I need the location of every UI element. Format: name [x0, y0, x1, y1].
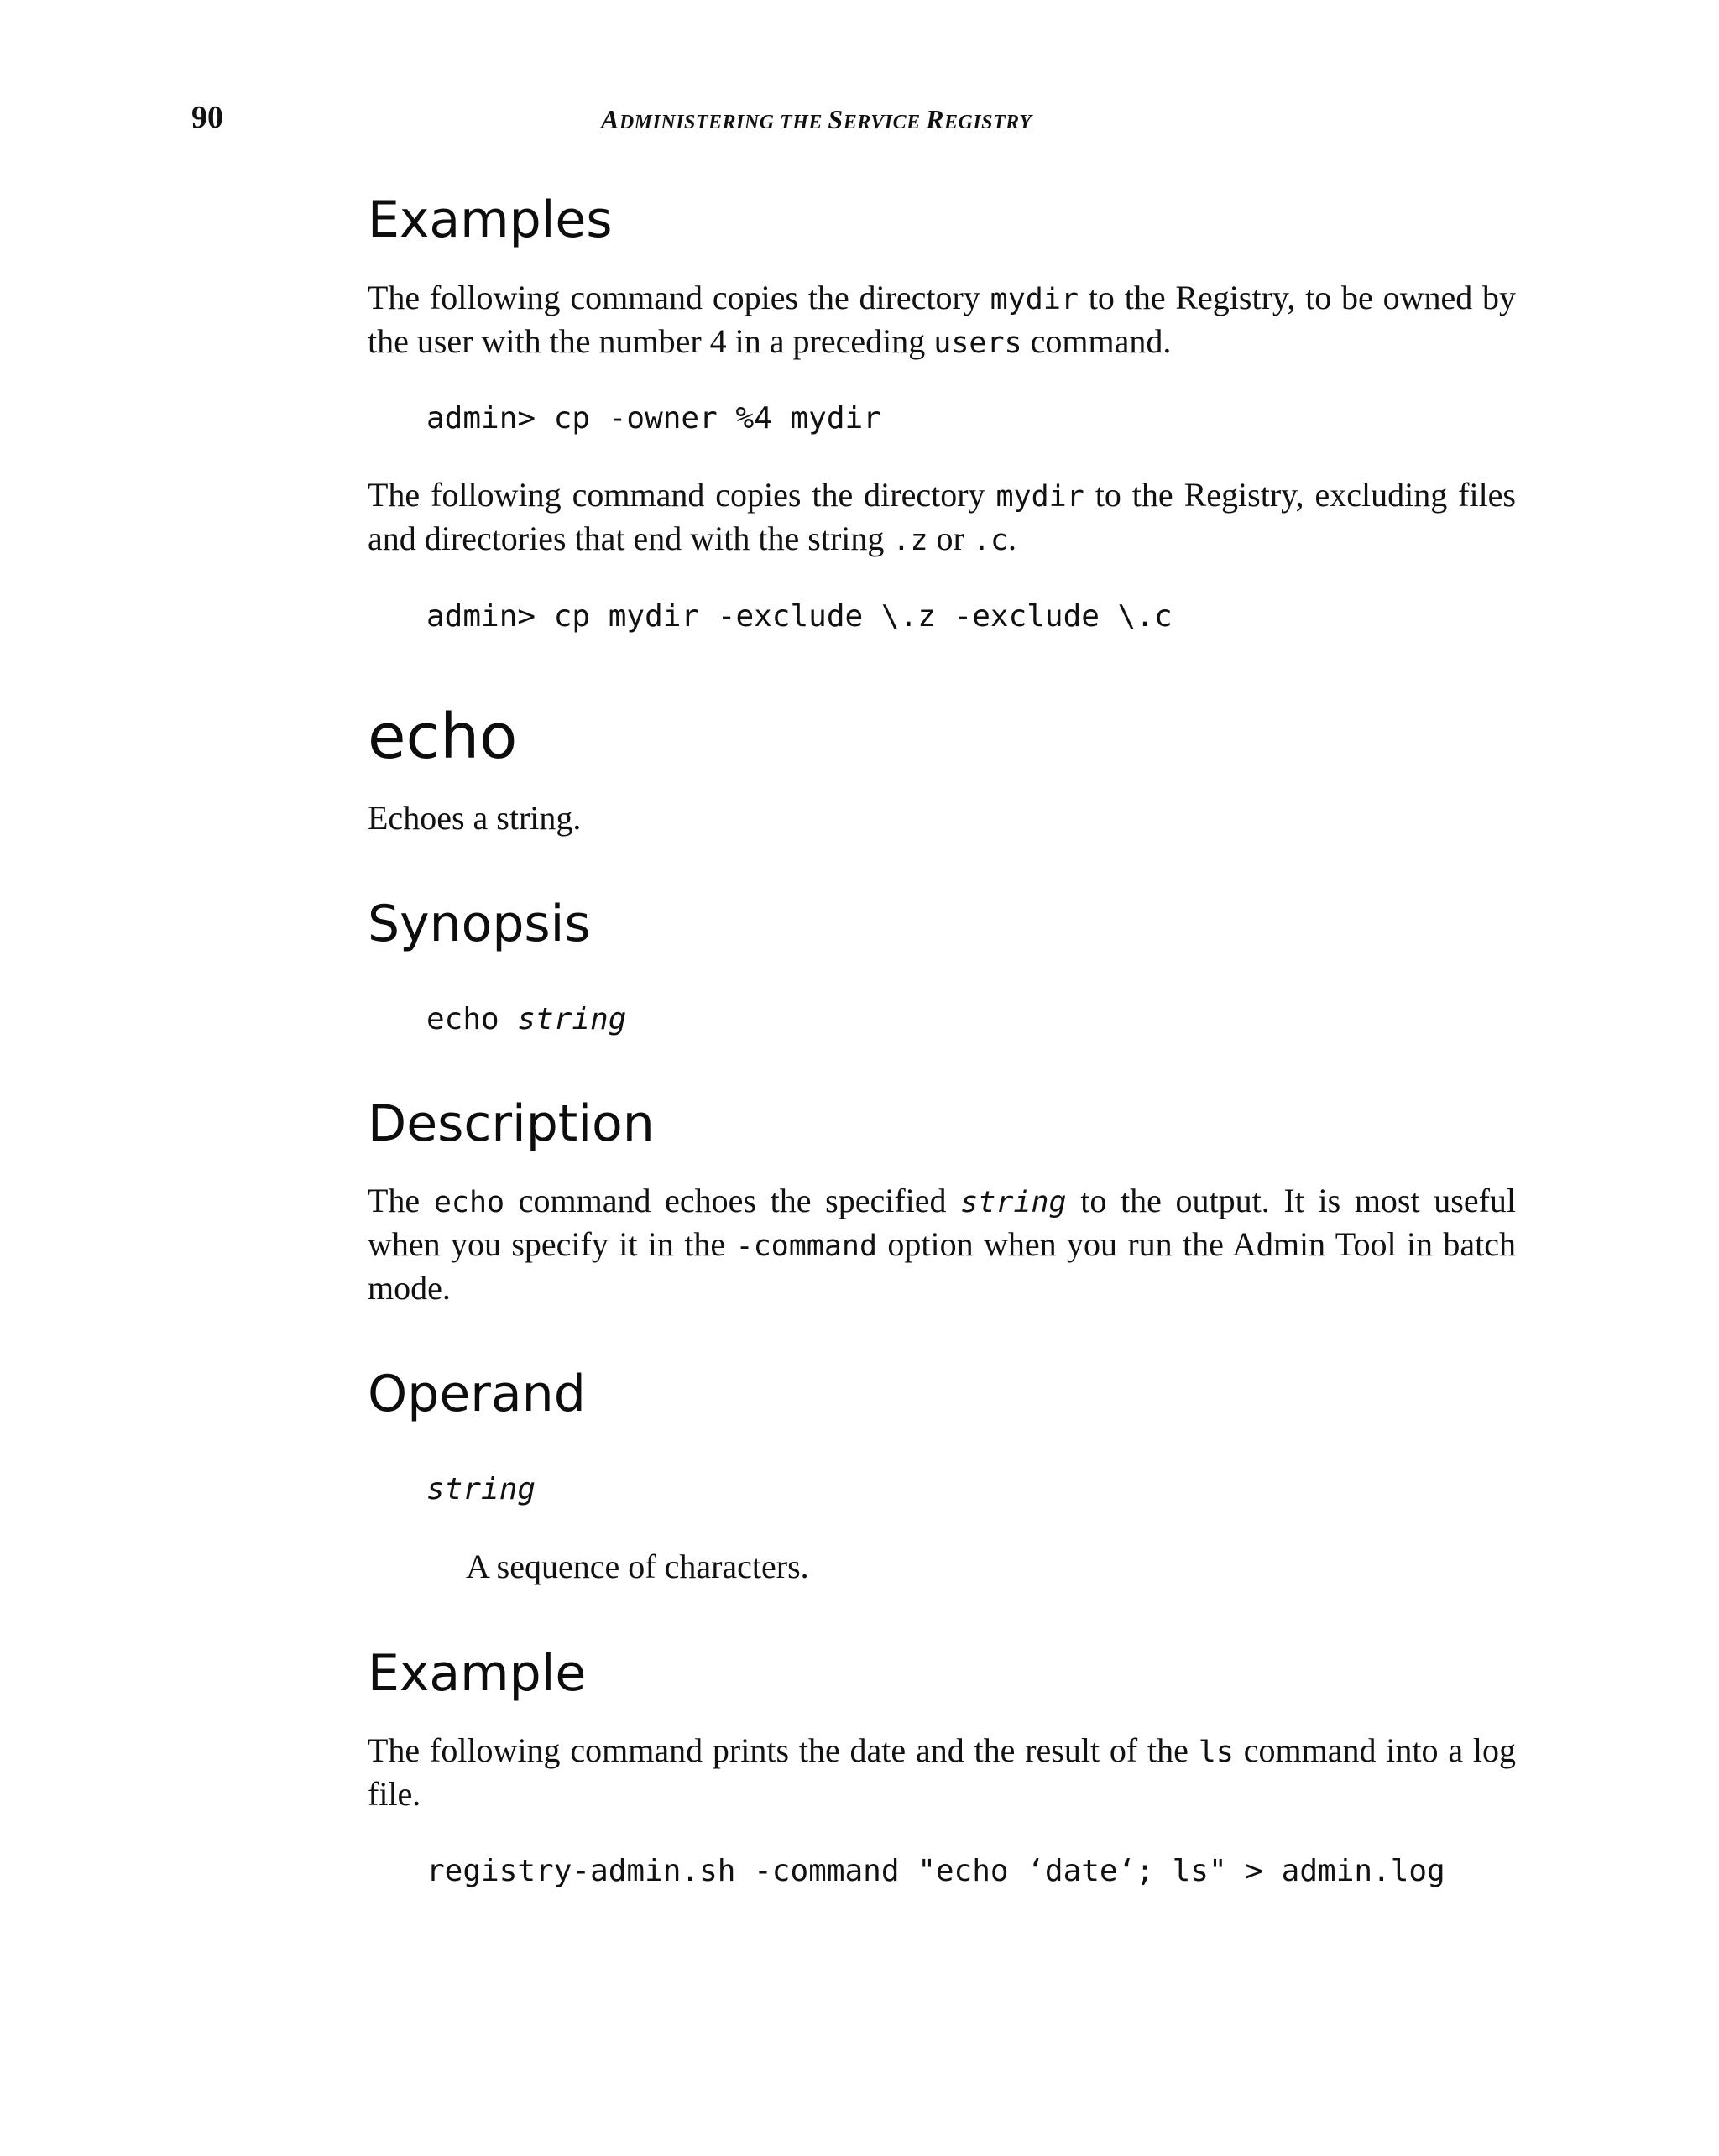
operand-name: string — [426, 1472, 536, 1506]
code-example-exclude: admin> cp mydir -exclude \.z -exclude \.c — [426, 599, 1173, 634]
description-heading: Description — [368, 1094, 655, 1153]
operand-description: A sequence of characters. — [466, 1548, 809, 1585]
synopsis-heading: Synopsis — [368, 895, 591, 953]
page-number: 90 — [191, 100, 223, 135]
description-paragraph: The echo command echoes the specified string to the output. It is most useful when you specify it in the -command option when you run the Admin Tool in batch mode. — [368, 1182, 1517, 1307]
echo-summary: Echoes a string. — [368, 799, 582, 837]
synopsis-code: echo string — [426, 1002, 627, 1036]
examples-heading: Examples — [368, 191, 613, 249]
operand-heading: Operand — [368, 1365, 586, 1423]
example-code: registry-admin.sh -command "echo ‘date‘; ls" > admin.log — [426, 1854, 1445, 1888]
example-heading: Example — [368, 1644, 587, 1703]
code-example-owner: admin> cp -owner %4 mydir — [426, 401, 881, 436]
examples-paragraph-2: The following command copies the directory mydir to the Registry, excluding files and directories that end with the string .z or .c. — [368, 476, 1516, 557]
echo-title: echo — [368, 701, 518, 773]
running-header: ADMINISTERING THE SERVICE REGISTRY — [601, 104, 1032, 134]
examples-paragraph-1: The following command copies the directory mydir to the Registry, to be owned by the user with the number 4 in a preceding users command. — [368, 279, 1516, 360]
example-paragraph: The following command prints the date and the result of the ls command into a log file. — [368, 1731, 1517, 1813]
